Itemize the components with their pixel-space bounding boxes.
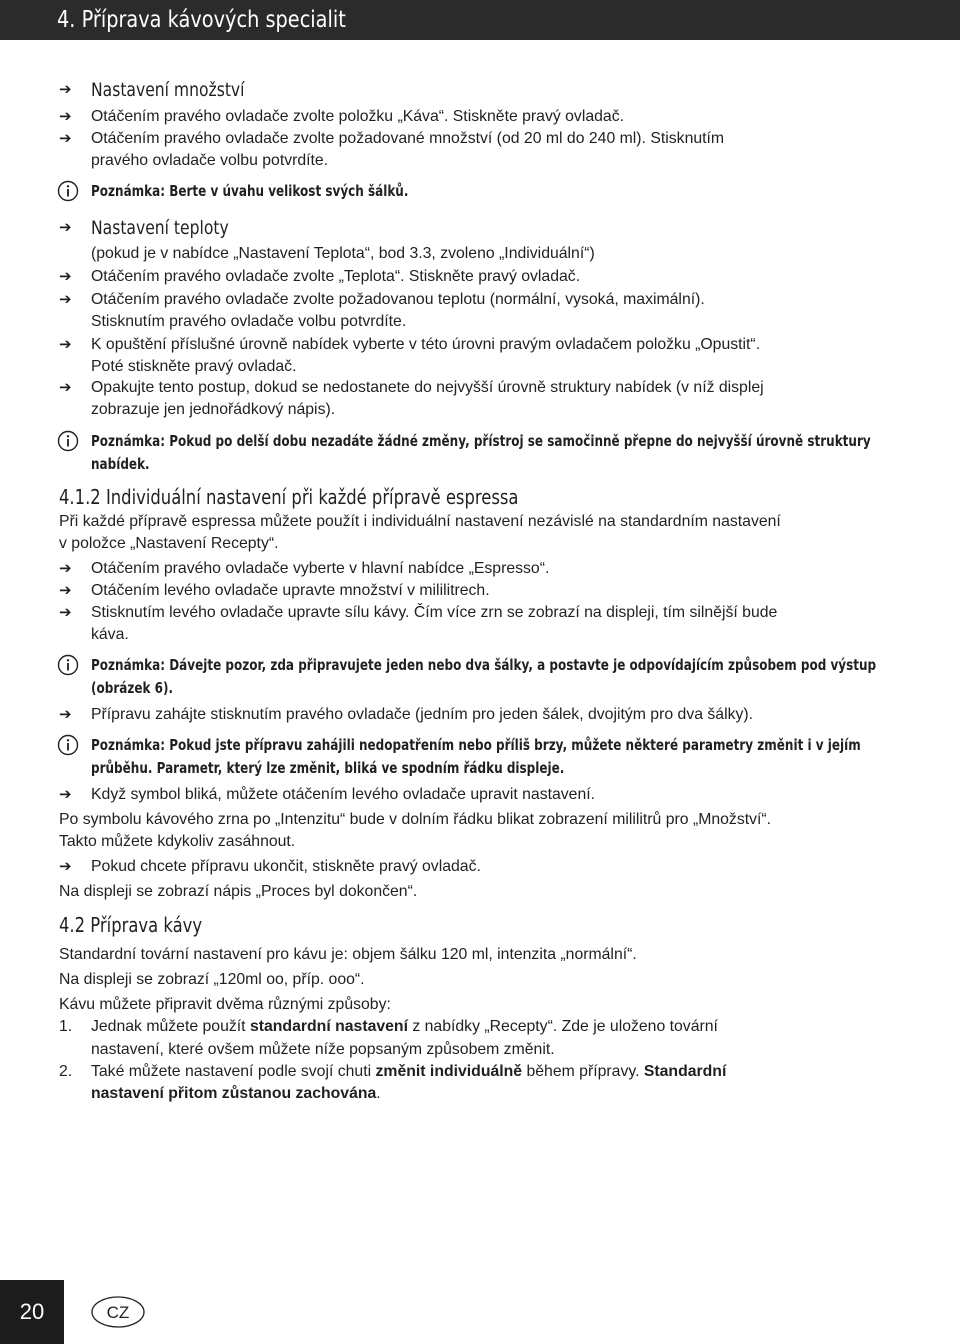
step-text: Když symbol bliká, můžete otáčením levého ovladače upravit nastavení. bbox=[91, 786, 596, 803]
note-text: Poznámka: Pokud jste přípravu zahájili nedopatřením nebo příliš brzy, můžete některé parametry změnit i v jejím bbox=[91, 736, 861, 754]
paragraph-text: Kávu můžete připravit dvěma různými způsoby: bbox=[59, 996, 391, 1013]
note-text: (obrázek 6). bbox=[91, 679, 174, 697]
language-badge bbox=[90, 1295, 146, 1329]
step-text: Stisknutím pravého ovladače volbu potvrdíte. bbox=[91, 313, 407, 330]
note-text: průběhu. Parametr, který lze změnit, bliká ve spodním řádku displeje. bbox=[91, 759, 565, 777]
arrow-icon: ➔ bbox=[59, 560, 72, 577]
step-text: Poté stiskněte pravý ovladač. bbox=[91, 358, 297, 375]
paragraph-text: Takto můžete kdykoliv zasáhnout. bbox=[59, 833, 296, 850]
text-run: během přípravy. bbox=[522, 1063, 644, 1080]
page-number: 20 bbox=[19, 1299, 45, 1324]
bold-text: Standardní bbox=[643, 1063, 727, 1080]
step-text: pravého ovladače volbu potvrdíte. bbox=[91, 152, 329, 169]
paragraph-text: Na displeji se zobrazí nápis „Proces byl dokončen“. bbox=[59, 883, 418, 900]
bold-text: nastavení přitom zůstanou zachována bbox=[91, 1085, 377, 1102]
paragraph-text: Po symbolu kávového zrna po „Intenzitu“ bude v dolním řádku blikat zobrazení mililitrů pro „Množství“. bbox=[59, 811, 772, 828]
arrow-icon: ➔ bbox=[59, 268, 72, 285]
step-text: Opakujte tento postup, dokud se nedostanete do nejvyšší úrovně struktury nabídek (v níž displej bbox=[91, 379, 764, 396]
text-run: Také můžete nastavení podle svojí chuti bbox=[91, 1063, 376, 1080]
language-code: CZ bbox=[106, 1303, 130, 1322]
arrow-icon: ➔ bbox=[59, 336, 72, 353]
step-text: Otáčením pravého ovladače zvolte položku „Káva“. Stiskněte pravý ovladač. bbox=[91, 108, 624, 125]
paragraph-text: v položce „Nastavení Recepty“. bbox=[59, 535, 279, 552]
note-text: Poznámka: Dávejte pozor, zda připravujete jeden nebo dva šálky, a postavte je odpovídajícím způsobem pod výstup bbox=[91, 656, 877, 674]
step-text: Stisknutím levého ovladače upravte sílu kávy. Čím více zrn se zobrazí na displeji, tím silnější bude bbox=[91, 604, 778, 621]
section-heading: 4.2 Příprava kávy bbox=[59, 913, 203, 937]
arrow-icon: ➔ bbox=[59, 604, 72, 621]
info-icon bbox=[57, 430, 79, 452]
step-text: Pokud chcete přípravu ukončit, stiskněte pravý ovladač. bbox=[91, 858, 481, 875]
section-heading: Nastavení množství bbox=[91, 79, 245, 101]
paragraph-text: Na displeji se zobrazí „120ml oo, příp. ooo“. bbox=[59, 971, 365, 988]
info-icon bbox=[57, 734, 79, 756]
arrow-icon: ➔ bbox=[59, 291, 72, 308]
note-text: Poznámka: Pokud po delší dobu nezadáte žádné změny, přístroj se samočinně přepne do nejvyšší úrovně struktury bbox=[91, 432, 871, 450]
section-heading: 4.1.2 Individuální nastavení při každé přípravě espressa bbox=[59, 485, 519, 509]
step-text: Otáčením pravého ovladače zvolte požadované množství (od 20 ml do 240 ml). Stisknutím bbox=[91, 130, 725, 147]
arrow-icon: ➔ bbox=[59, 858, 72, 875]
step-text: Otáčením pravého ovladače vyberte v hlavní nabídce „Espresso“. bbox=[91, 560, 550, 577]
info-icon bbox=[57, 654, 79, 676]
step-text: zobrazuje jen jednořádkový nápis). bbox=[91, 401, 336, 418]
step-text: Otáčením levého ovladače upravte množství v mililitrech. bbox=[91, 582, 490, 599]
bold-text: změnit individuálně bbox=[375, 1063, 523, 1080]
step-text: Otáčením pravého ovladače zvolte „Teplota“. Stiskněte pravý ovladač. bbox=[91, 268, 581, 285]
note-text: nabídek. bbox=[91, 455, 150, 473]
arrow-icon: ➔ bbox=[59, 582, 72, 599]
arrow-icon: ➔ bbox=[59, 706, 72, 723]
info-icon bbox=[57, 180, 79, 202]
item-number: 1. bbox=[59, 1018, 73, 1035]
page-header bbox=[0, 0, 960, 40]
text-run: z nabídky „Recepty“. Zde je uloženo tovární bbox=[407, 1018, 718, 1035]
step-text: Otáčením pravého ovladače zvolte požadovanou teplotu (normální, vysoká, maximální). bbox=[91, 291, 705, 308]
paragraph-text: Standardní tovární nastavení pro kávu je: objem šálku 120 ml, intenzita „normální“. bbox=[59, 946, 637, 963]
arrow-icon: ➔ bbox=[59, 379, 72, 396]
step-text: K opuštění příslušné úrovně nabídek vyberte v této úrovni pravým ovladačem položku „Opustit“. bbox=[91, 336, 761, 353]
item-text: nastavení, které ovšem můžete níže popsaným způsobem změnit. bbox=[91, 1041, 555, 1058]
paragraph-text: Při každé přípravě espressa můžete použít i individuální nastavení nezávislé na standardním nastavení bbox=[59, 513, 781, 530]
arrow-icon: ➔ bbox=[59, 108, 72, 125]
item-text bbox=[91, 1017, 718, 1037]
note-text: Poznámka: Berte v úvahu velikost svých šálků. bbox=[91, 182, 409, 200]
arrow-icon: ➔ bbox=[59, 130, 72, 147]
step-text: káva. bbox=[91, 626, 129, 643]
arrow-icon: ➔ bbox=[59, 81, 72, 98]
bold-text: standardní nastavení bbox=[249, 1018, 408, 1035]
section-heading: Nastavení teploty bbox=[91, 217, 229, 239]
text-run: . bbox=[376, 1085, 381, 1102]
item-text bbox=[91, 1084, 381, 1104]
text-run: Jednak můžete použít bbox=[91, 1018, 250, 1035]
arrow-icon: ➔ bbox=[59, 219, 72, 236]
step-text: Přípravu zahájte stisknutím pravého ovladače (jedním pro jeden šálek, dvojitým pro dva šálky). bbox=[91, 706, 754, 723]
subheading-text: (pokud je v nabídce „Nastavení Teplota“, bod 3.3, zvoleno „Individuální“) bbox=[91, 245, 595, 262]
item-number: 2. bbox=[59, 1063, 73, 1080]
arrow-icon: ➔ bbox=[59, 786, 72, 803]
item-text bbox=[91, 1062, 726, 1082]
page-title: 4. Příprava kávových specialit bbox=[57, 7, 346, 33]
